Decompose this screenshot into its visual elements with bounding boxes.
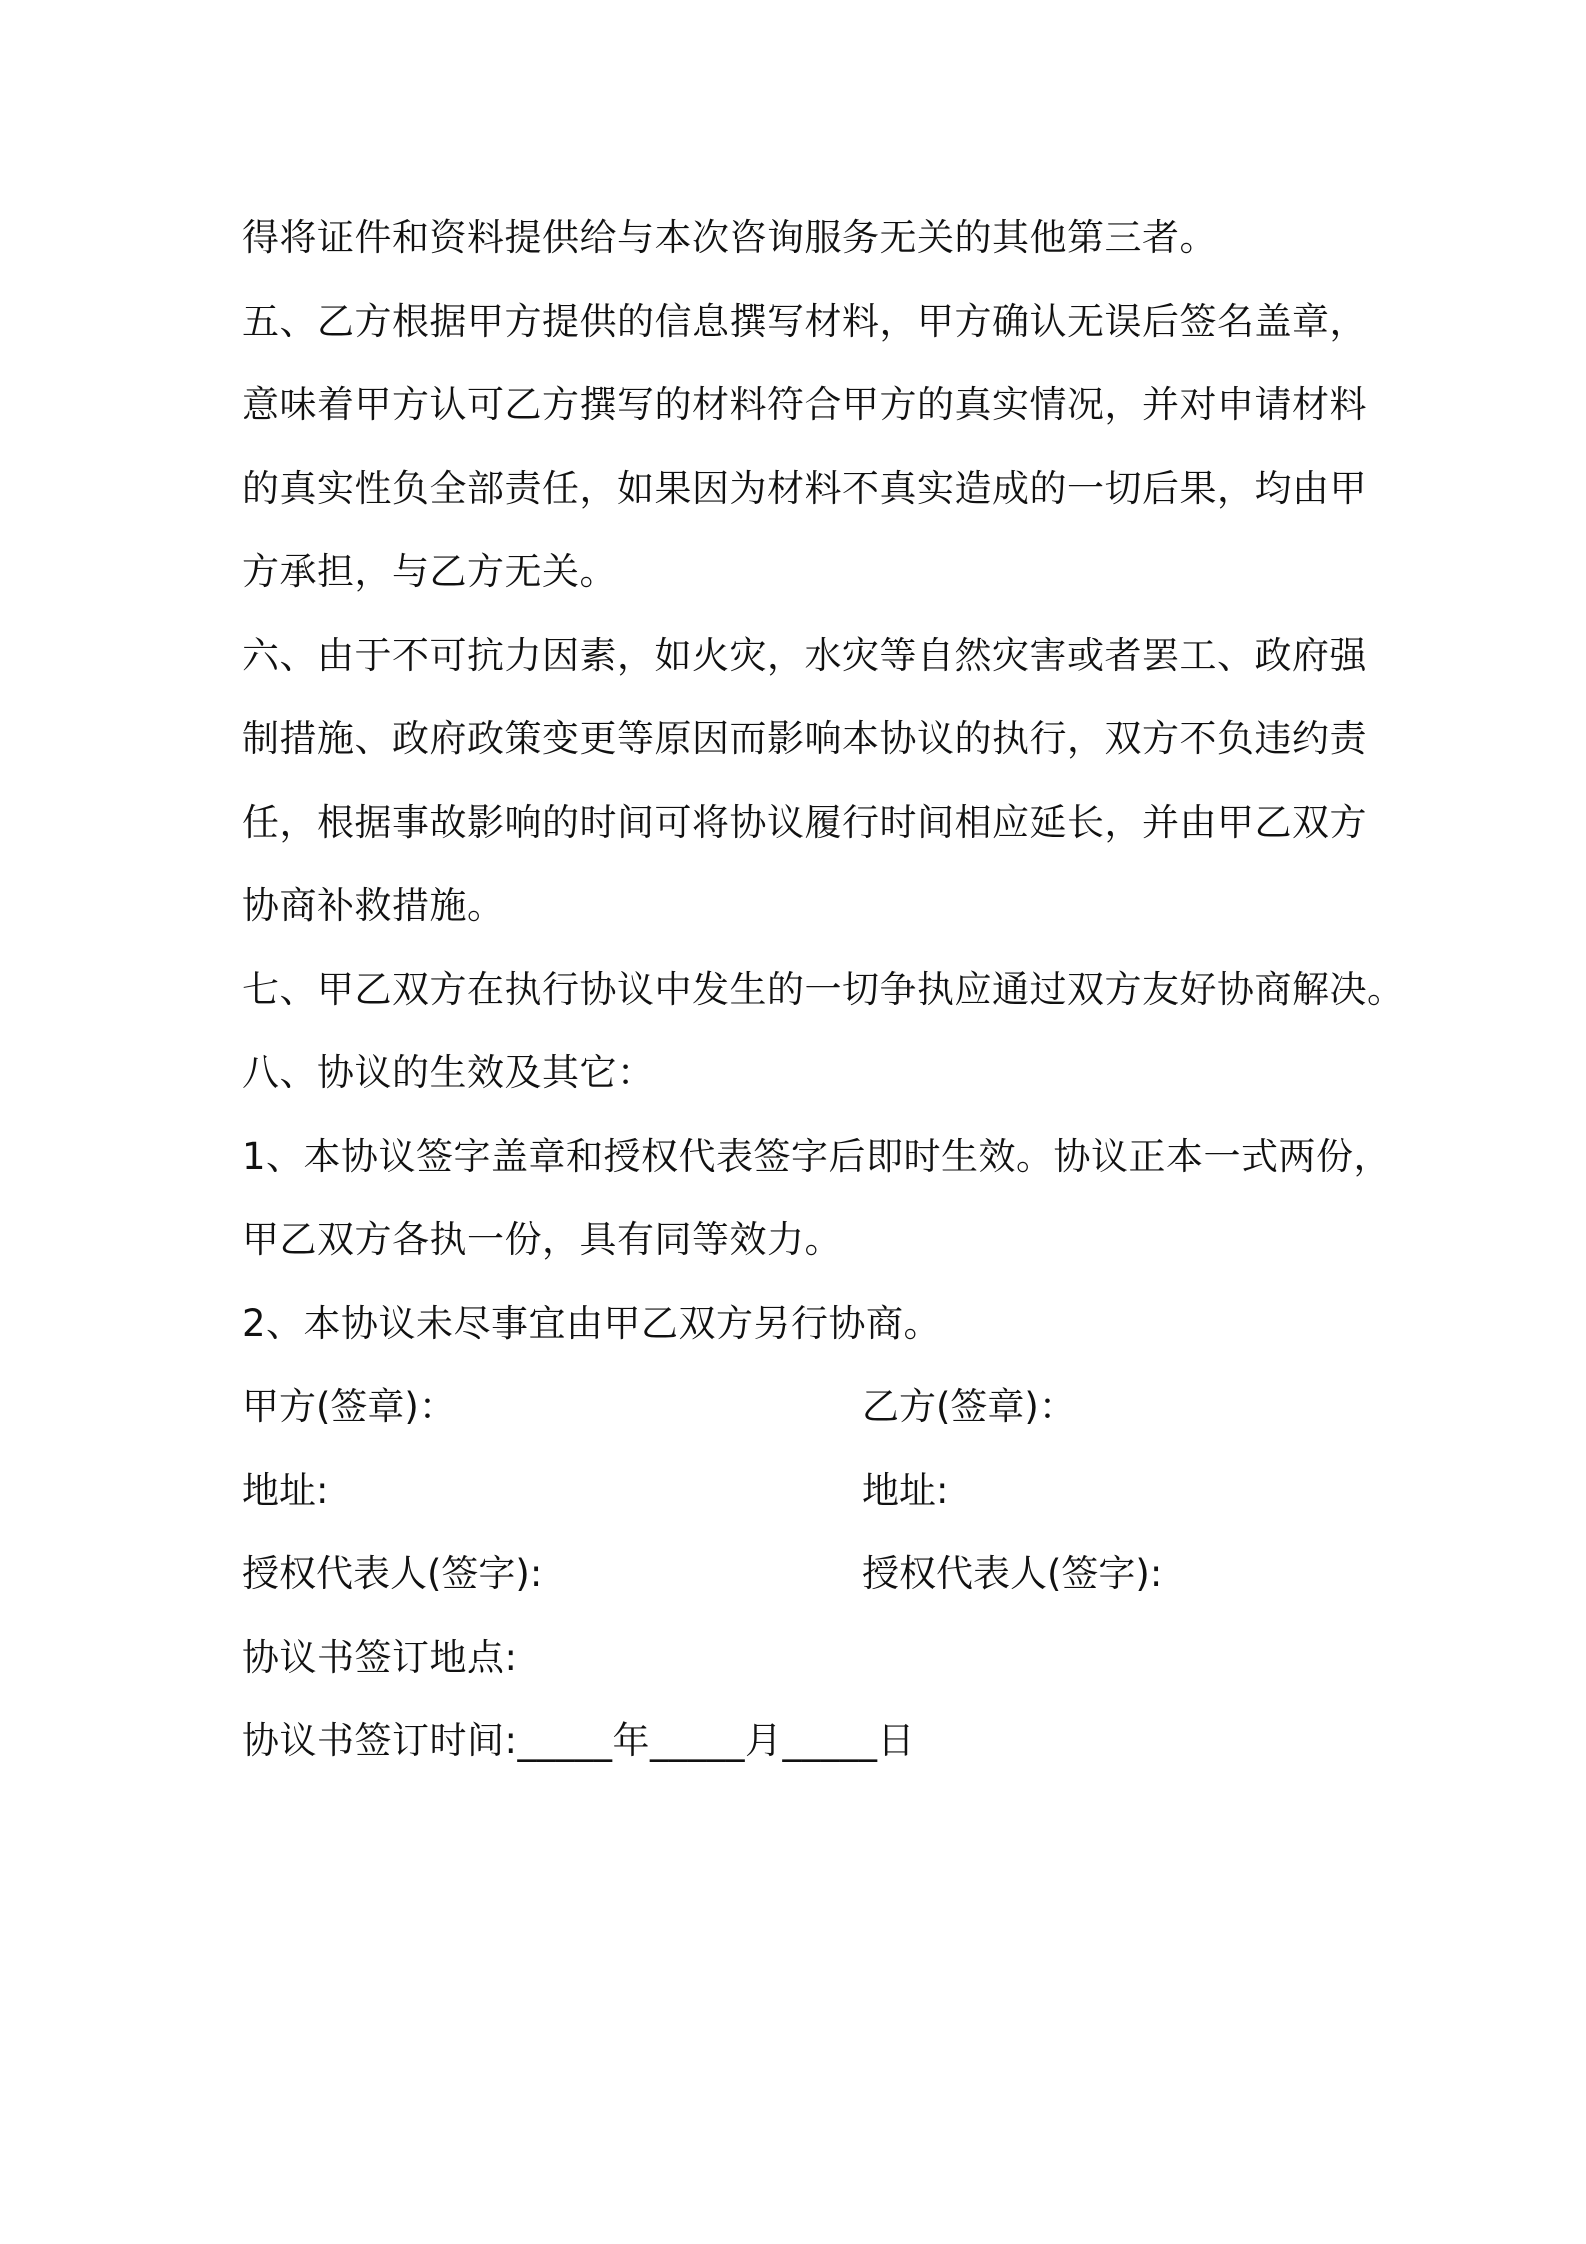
- party-a-representative-label: 授权代表人(签字):: [242, 1552, 543, 1595]
- paragraph-line: 八、协议的生效及其它：: [242, 1051, 655, 1094]
- signature-row-address: [242, 1449, 1382, 1533]
- party-a-seal-label: 甲方(签章)：: [242, 1385, 456, 1428]
- paragraph-line: 甲乙双方各执一份，具有同等效力。: [242, 1218, 842, 1261]
- signature-row-representative: [242, 1532, 1382, 1616]
- party-b-address-label: 地址:: [862, 1468, 949, 1512]
- party-b-seal-label: 乙方(签章)：: [862, 1385, 1076, 1428]
- paragraph-line: 意味着甲方认可乙方撰写的材料符合甲方的真实情况，并对申请材料: [242, 383, 1367, 426]
- sign-place-label: 协议书签订地点:: [242, 1635, 518, 1679]
- party-a-address-label: 地址:: [242, 1468, 329, 1512]
- document-body: [242, 196, 1405, 1783]
- paragraph-line: 六、由于不可抗力因素，如火灾，水灾等自然灾害或者罢工、政府强: [242, 633, 1367, 677]
- paragraph-line: 得将证件和资料提供给与本次咨询服务无关的其他第三者。: [242, 216, 1217, 259]
- party-b-representative-label: 授权代表人(签字):: [862, 1552, 1163, 1595]
- paragraph-line: 的真实性负全部责任，如果因为材料不真实造成的一切后果，均由甲: [242, 466, 1367, 510]
- paragraph-line: 七、甲乙双方在执行协议中发生的一切争执应通过双方友好协商解决。: [242, 967, 1405, 1011]
- paragraph-line: 任，根据事故影响的时间可将协议履行时间相应延长，并由甲乙双方: [242, 800, 1367, 844]
- paragraph-line: 制措施、政府政策变更等原因而影响本协议的执行，双方不负违约责: [242, 717, 1367, 760]
- paragraph-line: 五、乙方根据甲方提供的信息撰写材料，甲方确认无误后签名盖章，: [242, 299, 1367, 343]
- signature-row-seal: [242, 1365, 1382, 1449]
- paragraph-line: 协商补救措施。: [242, 884, 505, 927]
- sign-time-label: 协议书签订时间:_____年_____月_____日: [242, 1719, 915, 1762]
- paragraph-line: 方承担，与乙方无关。: [242, 550, 617, 593]
- paragraph-line: 2、本协议未尽事宜由甲乙双方另行协商。: [242, 1301, 942, 1345]
- paragraph-line: 1、本协议签字盖章和授权代表签字后即时生效。协议正本一式两份，: [242, 1134, 1392, 1178]
